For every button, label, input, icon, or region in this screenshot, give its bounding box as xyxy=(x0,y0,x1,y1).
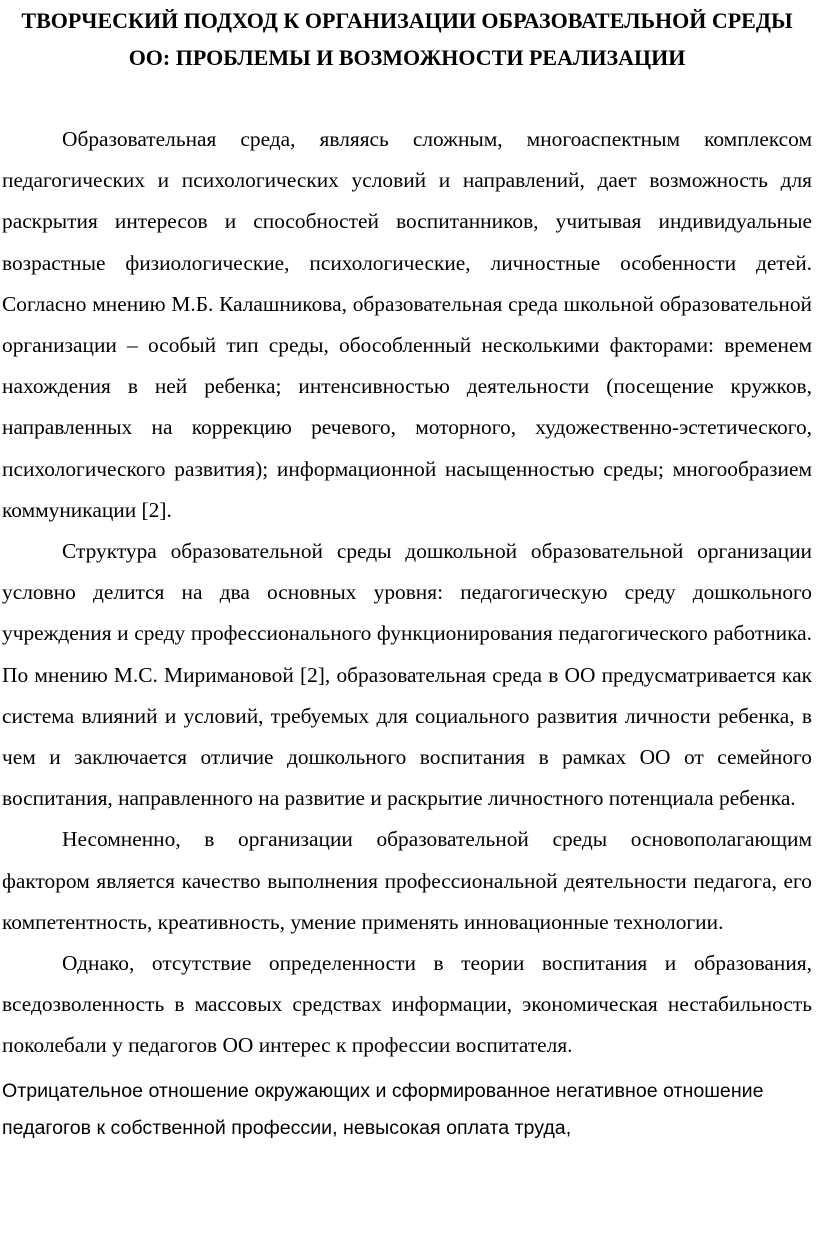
paragraph-5: Отрицательное отношение окружающих и сформированное негативное отношение педагогов к собственной профессии, невысокая оплата труда, xyxy=(2,1079,764,1139)
paragraph-1: Образовательная среда, являясь сложным, многоаспектным комплексом педагогических и психологических условий и направлений, дает возможность для раскрытия интересов и способностей воспитанников, учитывая индивидуальные возрастные физиологические, психологические, личностные особенности детей. Согласно мнению М.Б. Калашникова, образовательная среда школьной образовательной организации – особый тип среды, обособленный несколькими факторами: временем нахождения в ней ребенка; интенсивностью деятельности (посещение кружков, направленных на коррекцию речевого, моторного, художественно-эстетического, психологического развития); информационной насыщенностью среды; многообразием коммуникации [2]. xyxy=(2,127,812,522)
paragraph-3: Несомненно, в организации образовательной среды основополагающим фактором является качество выполнения профессиональной деятельности педагога, его компетентность, креативность, умение применять инновационные технологии. xyxy=(2,827,812,934)
document-title: ТВОРЧЕСКИЙ ПОДХОД К ОРГАНИЗАЦИИ ОБРАЗОВАТЕЛЬНОЙ СРЕДЫ ОО: ПРОБЛЕМЫ И ВОЗМОЖНОСТИ РЕАЛИЗАЦИИ xyxy=(21,8,793,70)
paragraph-2: Структура образовательной среды дошкольной образовательной организации условно делится на два основных уровня: педагогическую среду дошкольного учреждения и среду профессионального функционирования педагогического работника. По мнению М.С. Миримановой [2], образовательная среда в ОО предусматривается как система влияний и условий, требуемых для социального развития личности ребенка, в чем и заключается отличие дошкольного воспитания в рамках ОО от семейного воспитания, направленного на развитие и раскрытие личностного потенциала ребенка. xyxy=(2,539,812,811)
paragraph-4: Однако, отсутствие определенности в теории воспитания и образования, вседозволенность в массовых средствах информации, экономическая нестабильность поколебали у педагогов ОО интерес к профессии воспитателя. xyxy=(2,951,812,1058)
